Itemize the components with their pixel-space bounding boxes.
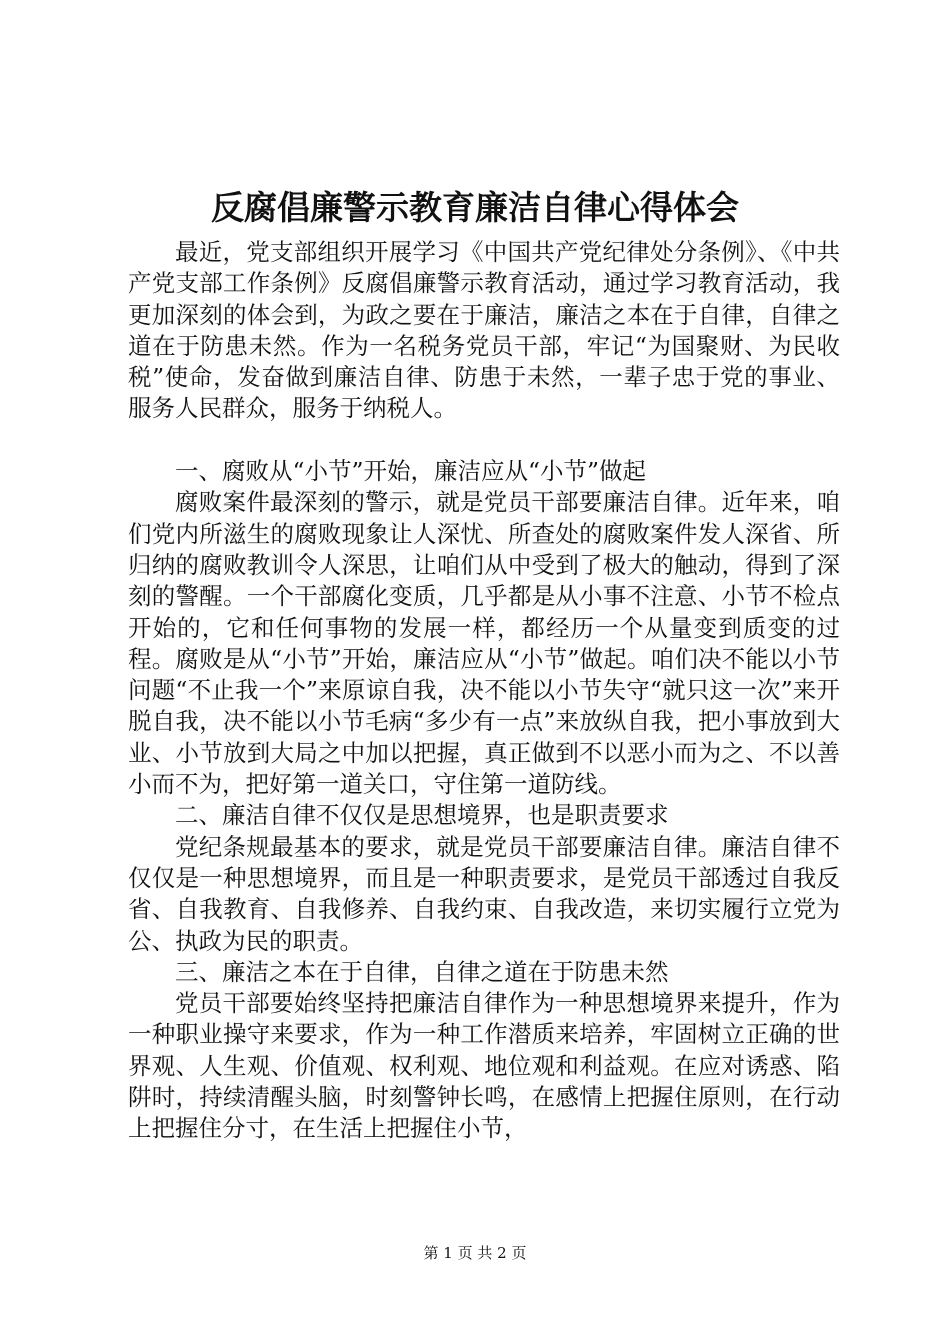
page-footer: 第 1 页 共 2 页: [423, 1244, 527, 1262]
section-heading-1: 一、腐败从“小节”开始，廉洁应从“小节”做起: [175, 457, 647, 486]
section-heading-2: 二、廉洁自律不仅仅是思想境界，也是职责要求: [175, 801, 669, 830]
paragraph-intro: 最近，党支部组织开展学习《中国共产党纪律处分条例》、《中共产党支部工作条例》反腐倡廉警示教育活动，通过学习教育活动，我更加深刻的体会到，为政之要在于廉洁，廉洁之本在于自律，自律之道在于防患未然。作为一名税务党员干部，牢记“为国聚财、为民收税”使命，发奋做到廉洁自律、防患于未然，一辈子忠于党的事业、服务人民群众，服务于纳税人。: [128, 238, 840, 423]
paragraph-section-1: 腐败案件最深刻的警示，就是党员干部要廉洁自律。近年来，咱们党内所滋生的腐败现象让人深忧、所查处的腐败案件发人深省、所归纳的腐败教训令人深思，让咱们从中受到了极大的触动，得到了深刻的警醒。一个干部腐化变质，几乎都是从小事不注意、小节不检点开始的，它和任何事物的发展一样，都经历一个从量变到质变的过程。腐败是从“小节”开始，廉洁应从“小节”做起。咱们决不能以小节问题“不止我一个”来原谅自我，决不能以小节失守“就只这一次”来开脱自我，决不能以小节毛病“多少有一点”来放纵自我，把小事放到大业、小节放到大局之中加以把握，真正做到不以恶小而为之、不以善小而不为，把好第一道关口，守住第一道防线。: [128, 488, 840, 799]
paragraph-spacer: [128, 425, 840, 456]
document-body: [128, 237, 840, 1145]
paragraph-section-2: 党纪条规最基本的要求，就是党员干部要廉洁自律。廉洁自律不仅仅是一种思想境界，而且是一种职责要求，是党员干部透过自我反省、自我教育、自我修养、自我约束、自我改造，来切实履行立党为公、执政为民的职责。: [128, 832, 840, 955]
section-heading-3: 三、廉洁之本在于自律，自律之道在于防患未然: [175, 957, 669, 986]
document-title: 反腐倡廉警示教育廉洁自律心得体会: [211, 188, 739, 227]
paragraph-section-3: 党员干部要始终坚持把廉洁自律作为一种思想境界来提升，作为一种职业操守来要求，作为一种工作潜质来培养，牢固树立正确的世界观、人生观、价值观、权利观、地位观和利益观。在应对诱惑、陷阱时，持续清醒头脑，时刻警钟长鸣，在感情上把握住原则，在行动上把握住分寸，在生活上把握住小节，: [128, 989, 840, 1143]
